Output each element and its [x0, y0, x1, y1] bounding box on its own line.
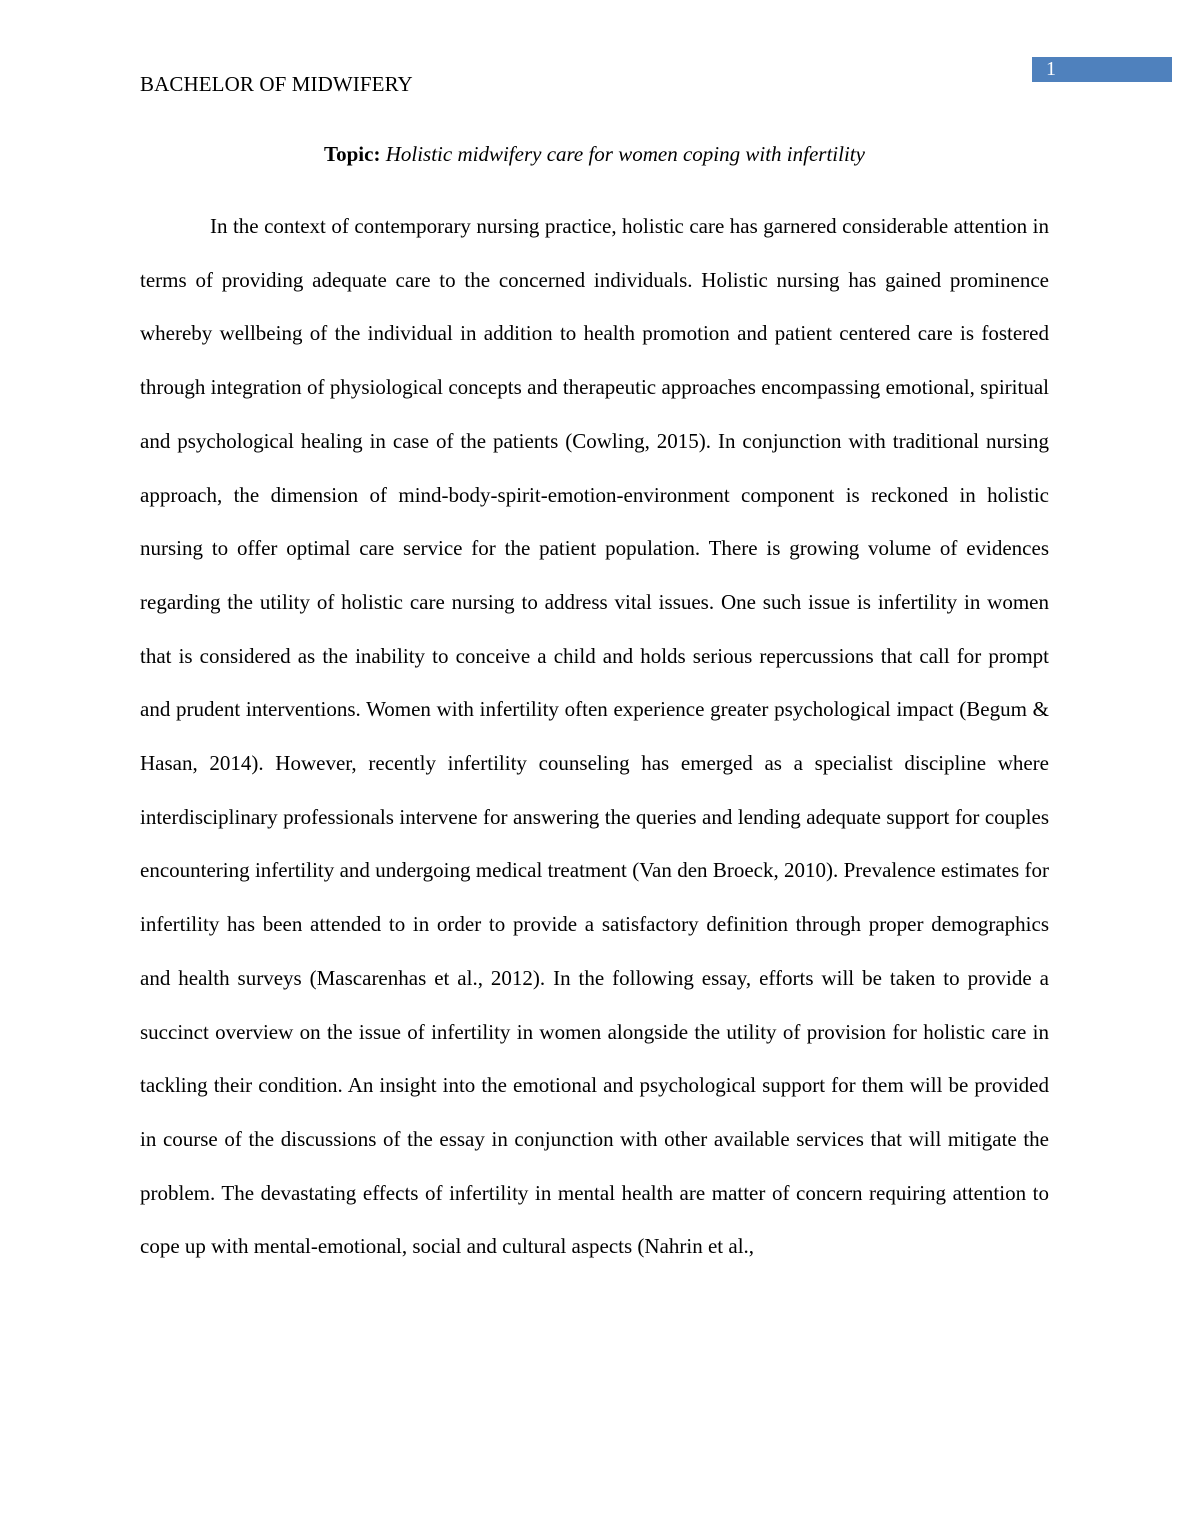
running-head: BACHELOR OF MIDWIFERY: [140, 72, 413, 96]
essay-title: [140, 140, 1049, 168]
page-number-badge: [1032, 57, 1172, 82]
title-topic: Holistic midwifery care for women coping with infertility: [385, 142, 865, 166]
title-label: Topic:: [324, 142, 381, 166]
body-paragraph: In the context of contemporary nursing practice, holistic care has garnered considerable attention in terms of providing adequate care to the concerned individuals. Holistic nursing has gained prominence whereby wellbeing of the individual in addition to health promotion and patient centered care is fostered through integration of physiological concepts and therapeutic approaches encompassing emotional, spiritual and psychological healing in case of the patients (Cowling, 2015). In conjunction with traditional nursing approach, the dimension of mind-body-spirit-emotion-environment component is reckoned in holistic nursing to offer optimal care service for the patient population. There is growing volume of evidences regarding the utility of holistic care nursing to address vital issues. One such issue is infertility in women that is considered as the inability to conceive a child and holds serious repercussions that call for prompt and prudent interventions. Women with infertility often experience greater psychological impact (Begum & Hasan, 2014). However, recently infertility counseling has emerged as a specialist discipline where interdisciplinary professionals intervene for answering the queries and lending adequate support for couples encountering infertility and undergoing medical treatment (Van den Broeck, 2010). Prevalence estimates for infertility has been attended to in order to provide a satisfactory definition through proper demographics and health surveys (Mascarenhas et al., 2012). In the following essay, efforts will be taken to provide a succinct overview on the issue of infertility in women alongside the utility of provision for holistic care in tackling their condition. An insight into the emotional and psychological support for them will be provided in course of the discussions of the essay in conjunction with other available services that will mitigate the problem. The devastating effects of infertility in mental health are matter of concern requiring attention to cope up with mental-emotional, social and cultural aspects (Nahrin et al.,: [140, 214, 1049, 1259]
page-number: 1: [1046, 58, 1056, 80]
